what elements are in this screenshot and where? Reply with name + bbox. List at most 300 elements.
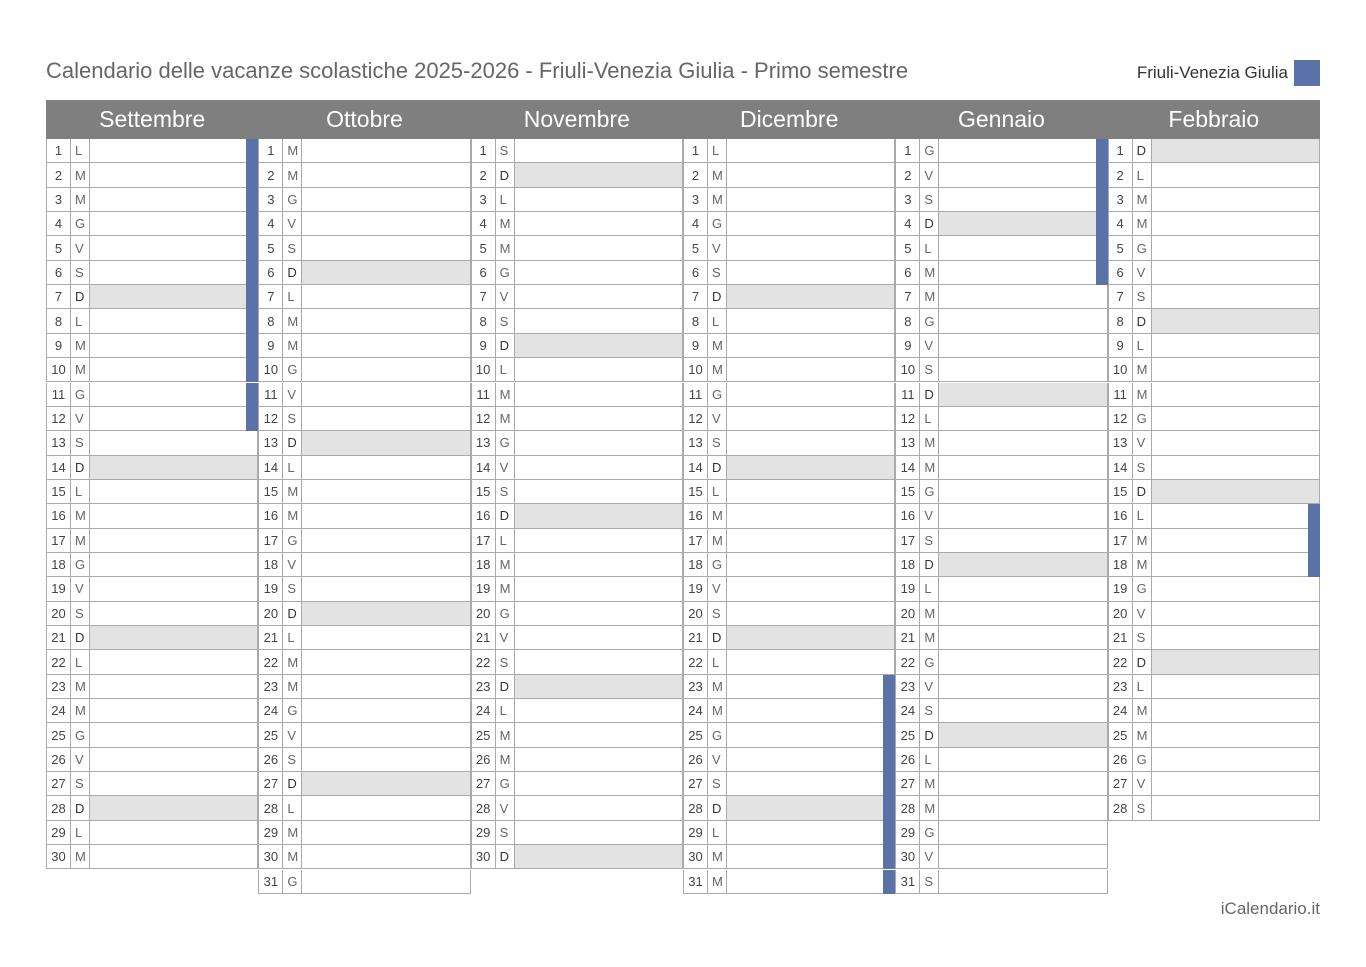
- day-cell[interactable]: [515, 163, 683, 187]
- day-cell[interactable]: [727, 577, 895, 601]
- day-cell[interactable]: [302, 675, 470, 699]
- day-cell[interactable]: [515, 236, 683, 260]
- day-number: 7: [46, 285, 71, 309]
- weekday-letter: M: [708, 334, 727, 358]
- day-cell[interactable]: [1152, 602, 1320, 626]
- day-cell[interactable]: [727, 383, 895, 407]
- day-cell[interactable]: [515, 796, 683, 820]
- weekday-letter: G: [920, 139, 939, 163]
- day-cell[interactable]: [515, 261, 683, 285]
- day-cell[interactable]: [727, 309, 895, 333]
- day-cell[interactable]: [939, 699, 1107, 723]
- day-cell[interactable]: [939, 383, 1107, 407]
- day-cell[interactable]: [302, 870, 470, 894]
- day-cell[interactable]: [1152, 358, 1320, 382]
- day-cell[interactable]: [939, 845, 1107, 869]
- weekday-letter: L: [496, 188, 515, 212]
- day-cell[interactable]: [1152, 456, 1320, 480]
- day-cell[interactable]: [939, 626, 1107, 650]
- day-number: 5: [46, 236, 71, 260]
- weekday-letter: S: [708, 772, 727, 796]
- day-cell[interactable]: [939, 163, 1107, 187]
- day-cell[interactable]: [90, 699, 258, 723]
- day-cell[interactable]: [1152, 212, 1320, 236]
- weekday-letter: G: [71, 723, 90, 747]
- weekday-letter: M: [708, 163, 727, 187]
- day-cell[interactable]: [302, 163, 470, 187]
- weekday-letter: M: [283, 675, 302, 699]
- weekday-letter: S: [1133, 285, 1152, 309]
- day-cell[interactable]: [727, 407, 895, 431]
- day-cell[interactable]: [90, 650, 258, 674]
- day-cell[interactable]: [302, 383, 470, 407]
- weekday-letter: D: [920, 723, 939, 747]
- day-cell[interactable]: [90, 163, 258, 187]
- day-cell[interactable]: [90, 139, 258, 163]
- day-number: 11: [895, 383, 920, 407]
- day-number: 3: [1108, 188, 1133, 212]
- day-number: 11: [258, 383, 283, 407]
- weekday-letter: D: [71, 796, 90, 820]
- day-number: 7: [471, 285, 496, 309]
- day-cell[interactable]: [727, 772, 895, 796]
- day-cell[interactable]: [939, 480, 1107, 504]
- vacation-marker: [883, 675, 895, 699]
- day-number: 26: [683, 748, 708, 772]
- weekday-letter: M: [283, 845, 302, 869]
- day-cell[interactable]: [515, 383, 683, 407]
- day-number: 20: [1108, 602, 1133, 626]
- legend-label: Friuli-Venezia Giulia: [1136, 63, 1288, 82]
- day-cell[interactable]: [727, 748, 895, 772]
- day-cell[interactable]: [1152, 699, 1320, 723]
- day-cell[interactable]: [1152, 723, 1320, 747]
- day-number: 25: [471, 723, 496, 747]
- day-cell[interactable]: [515, 723, 683, 747]
- day-cell[interactable]: [939, 212, 1107, 236]
- weekday-letter: M: [496, 236, 515, 260]
- day-number: 28: [1108, 796, 1133, 820]
- day-cell[interactable]: [515, 650, 683, 674]
- day-cell[interactable]: [727, 334, 895, 358]
- day-cell[interactable]: [90, 431, 258, 455]
- day-cell[interactable]: [939, 821, 1107, 845]
- day-cell[interactable]: [727, 480, 895, 504]
- weekday-letter: V: [1133, 772, 1152, 796]
- day-cell[interactable]: [302, 139, 470, 163]
- day-cell[interactable]: [939, 723, 1107, 747]
- day-cell[interactable]: [727, 870, 895, 894]
- weekday-letter: G: [920, 650, 939, 674]
- weekday-letter: M: [496, 407, 515, 431]
- weekday-letter: D: [1133, 309, 1152, 333]
- vacation-marker: [246, 407, 258, 431]
- day-cell[interactable]: [90, 334, 258, 358]
- day-cell[interactable]: [727, 456, 895, 480]
- day-cell[interactable]: [1152, 334, 1320, 358]
- weekday-letter: M: [496, 383, 515, 407]
- weekday-letter: G: [920, 480, 939, 504]
- weekday-letter: V: [1133, 602, 1152, 626]
- day-cell[interactable]: [302, 845, 470, 869]
- vacation-marker: [1096, 163, 1108, 187]
- weekday-letter: G: [71, 212, 90, 236]
- day-number: 27: [683, 772, 708, 796]
- day-cell[interactable]: [727, 212, 895, 236]
- day-cell[interactable]: [939, 748, 1107, 772]
- day-cell[interactable]: [515, 845, 683, 869]
- day-number: 29: [683, 821, 708, 845]
- day-cell[interactable]: [302, 723, 470, 747]
- day-cell[interactable]: [727, 504, 895, 528]
- day-cell[interactable]: [90, 188, 258, 212]
- day-cell[interactable]: [515, 431, 683, 455]
- weekday-letter: L: [283, 626, 302, 650]
- day-number: 5: [1108, 236, 1133, 260]
- day-cell[interactable]: [939, 431, 1107, 455]
- day-cell[interactable]: [1152, 236, 1320, 260]
- weekday-letter: M: [708, 529, 727, 553]
- day-number: 12: [471, 407, 496, 431]
- day-cell[interactable]: [515, 602, 683, 626]
- day-cell[interactable]: [939, 796, 1107, 820]
- day-number: 8: [46, 309, 71, 333]
- day-number: 15: [683, 480, 708, 504]
- day-cell[interactable]: [302, 236, 470, 260]
- day-number: 7: [895, 285, 920, 309]
- day-cell[interactable]: [939, 553, 1107, 577]
- day-cell[interactable]: [727, 188, 895, 212]
- day-cell[interactable]: [302, 188, 470, 212]
- day-cell[interactable]: [90, 212, 258, 236]
- day-number: 7: [1108, 285, 1133, 309]
- weekday-letter: S: [920, 188, 939, 212]
- day-number: 23: [1108, 675, 1133, 699]
- weekday-letter: D: [283, 772, 302, 796]
- day-number: 14: [471, 456, 496, 480]
- weekday-letter: M: [1133, 529, 1152, 553]
- day-number: 5: [683, 236, 708, 260]
- day-number: 9: [471, 334, 496, 358]
- legend: [1137, 60, 1320, 86]
- day-cell[interactable]: [90, 553, 258, 577]
- day-cell[interactable]: [515, 285, 683, 309]
- day-cell[interactable]: [1152, 772, 1320, 796]
- day-cell[interactable]: [90, 772, 258, 796]
- day-number: 22: [46, 650, 71, 674]
- weekday-letter: M: [920, 261, 939, 285]
- day-number: 30: [471, 845, 496, 869]
- day-number: 11: [471, 383, 496, 407]
- day-number: 4: [258, 212, 283, 236]
- day-cell[interactable]: [727, 236, 895, 260]
- day-cell[interactable]: [90, 407, 258, 431]
- day-cell[interactable]: [302, 407, 470, 431]
- weekday-letter: G: [283, 870, 302, 894]
- day-cell[interactable]: [1152, 431, 1320, 455]
- weekday-letter: V: [708, 407, 727, 431]
- day-cell[interactable]: [515, 699, 683, 723]
- day-cell[interactable]: [90, 261, 258, 285]
- day-cell[interactable]: [939, 675, 1107, 699]
- day-cell[interactable]: [939, 602, 1107, 626]
- day-cell[interactable]: [302, 504, 470, 528]
- day-cell[interactable]: [1152, 626, 1320, 650]
- day-number: 25: [1108, 723, 1133, 747]
- day-cell[interactable]: [1152, 261, 1320, 285]
- day-number: 12: [895, 407, 920, 431]
- day-number: 27: [1108, 772, 1133, 796]
- day-cell[interactable]: [727, 699, 895, 723]
- month-header-novembre: Novembre: [471, 100, 683, 139]
- day-cell[interactable]: [1152, 504, 1320, 528]
- weekday-letter: M: [71, 675, 90, 699]
- day-cell[interactable]: [90, 723, 258, 747]
- day-cell[interactable]: [727, 163, 895, 187]
- day-cell[interactable]: [727, 675, 895, 699]
- day-cell[interactable]: [939, 456, 1107, 480]
- day-cell[interactable]: [90, 456, 258, 480]
- day-cell[interactable]: [515, 480, 683, 504]
- day-cell[interactable]: [90, 796, 258, 820]
- day-cell[interactable]: [1152, 796, 1320, 820]
- weekday-letter: L: [283, 456, 302, 480]
- day-cell[interactable]: [515, 553, 683, 577]
- day-cell[interactable]: [939, 650, 1107, 674]
- weekday-letter: V: [708, 577, 727, 601]
- day-cell[interactable]: [90, 358, 258, 382]
- day-number: 5: [471, 236, 496, 260]
- day-cell[interactable]: [515, 139, 683, 163]
- day-cell[interactable]: [727, 529, 895, 553]
- day-cell[interactable]: [727, 650, 895, 674]
- day-number: 2: [683, 163, 708, 187]
- day-cell[interactable]: [302, 261, 470, 285]
- day-cell[interactable]: [302, 821, 470, 845]
- day-cell[interactable]: [302, 431, 470, 455]
- vacation-marker: [246, 358, 258, 382]
- weekday-letter: D: [283, 602, 302, 626]
- day-cell[interactable]: [939, 139, 1107, 163]
- day-cell[interactable]: [939, 407, 1107, 431]
- day-cell[interactable]: [90, 285, 258, 309]
- day-cell[interactable]: [515, 772, 683, 796]
- day-number: 26: [258, 748, 283, 772]
- weekday-letter: S: [708, 431, 727, 455]
- day-number: 11: [46, 383, 71, 407]
- day-cell[interactable]: [515, 748, 683, 772]
- weekday-letter: G: [1133, 748, 1152, 772]
- day-cell[interactable]: [1152, 650, 1320, 674]
- weekday-letter: L: [71, 821, 90, 845]
- weekday-letter: V: [496, 285, 515, 309]
- day-cell[interactable]: [302, 748, 470, 772]
- day-number: 27: [471, 772, 496, 796]
- day-number: 17: [1108, 529, 1133, 553]
- day-cell[interactable]: [515, 626, 683, 650]
- day-cell[interactable]: [1152, 163, 1320, 187]
- day-cell[interactable]: [90, 821, 258, 845]
- day-cell[interactable]: [1152, 383, 1320, 407]
- day-number: 30: [895, 845, 920, 869]
- day-cell[interactable]: [727, 723, 895, 747]
- page-title: Calendario delle vacanze scolastiche 2025-2026 - Friuli-Venezia Giulia - Primo semestre: [46, 58, 909, 83]
- day-cell[interactable]: [939, 309, 1107, 333]
- day-cell[interactable]: [90, 626, 258, 650]
- day-number: 21: [683, 626, 708, 650]
- day-cell[interactable]: [302, 212, 470, 236]
- weekday-letter: G: [283, 529, 302, 553]
- day-cell[interactable]: [727, 285, 895, 309]
- weekday-letter: D: [1133, 480, 1152, 504]
- day-number: 28: [46, 796, 71, 820]
- day-cell[interactable]: [515, 188, 683, 212]
- day-cell[interactable]: [1152, 188, 1320, 212]
- day-cell[interactable]: [302, 796, 470, 820]
- day-cell[interactable]: [727, 845, 895, 869]
- day-cell[interactable]: [939, 261, 1107, 285]
- day-cell[interactable]: [302, 309, 470, 333]
- day-cell[interactable]: [939, 334, 1107, 358]
- day-cell[interactable]: [515, 407, 683, 431]
- weekday-letter: L: [708, 821, 727, 845]
- weekday-letter: L: [1133, 163, 1152, 187]
- day-number: 23: [683, 675, 708, 699]
- day-cell[interactable]: [939, 358, 1107, 382]
- day-cell[interactable]: [727, 602, 895, 626]
- day-number: 20: [258, 602, 283, 626]
- day-cell[interactable]: [1152, 553, 1320, 577]
- weekday-letter: S: [496, 480, 515, 504]
- day-number: 6: [471, 261, 496, 285]
- weekday-letter: G: [708, 553, 727, 577]
- day-cell[interactable]: [90, 236, 258, 260]
- weekday-letter: G: [708, 723, 727, 747]
- day-cell[interactable]: [302, 334, 470, 358]
- day-cell[interactable]: [515, 577, 683, 601]
- month-header-settembre: Settembre: [46, 100, 258, 139]
- day-cell[interactable]: [1152, 675, 1320, 699]
- day-cell[interactable]: [302, 480, 470, 504]
- day-cell[interactable]: [90, 529, 258, 553]
- day-cell[interactable]: [727, 431, 895, 455]
- day-cell[interactable]: [90, 577, 258, 601]
- day-number: 19: [683, 577, 708, 601]
- day-cell[interactable]: [939, 236, 1107, 260]
- day-cell[interactable]: [1152, 529, 1320, 553]
- day-cell[interactable]: [727, 553, 895, 577]
- day-cell[interactable]: [515, 821, 683, 845]
- day-cell[interactable]: [302, 553, 470, 577]
- day-cell[interactable]: [727, 626, 895, 650]
- weekday-letter: S: [920, 358, 939, 382]
- day-cell[interactable]: [302, 626, 470, 650]
- day-cell[interactable]: [1152, 407, 1320, 431]
- vacation-marker: [883, 796, 895, 820]
- day-cell[interactable]: [90, 845, 258, 869]
- weekday-letter: G: [283, 188, 302, 212]
- day-cell[interactable]: [1152, 480, 1320, 504]
- vacation-marker: [246, 163, 258, 187]
- day-cell[interactable]: [90, 602, 258, 626]
- day-cell[interactable]: [939, 504, 1107, 528]
- weekday-letter: V: [920, 334, 939, 358]
- day-cell[interactable]: [1152, 748, 1320, 772]
- day-cell[interactable]: [302, 650, 470, 674]
- day-cell[interactable]: [515, 504, 683, 528]
- day-number: 29: [46, 821, 71, 845]
- day-cell[interactable]: [515, 334, 683, 358]
- day-cell[interactable]: [515, 675, 683, 699]
- weekday-letter: M: [920, 602, 939, 626]
- day-cell[interactable]: [515, 529, 683, 553]
- day-cell[interactable]: [90, 675, 258, 699]
- day-number: 26: [471, 748, 496, 772]
- day-cell[interactable]: [1152, 309, 1320, 333]
- day-cell[interactable]: [302, 772, 470, 796]
- weekday-letter: M: [283, 504, 302, 528]
- weekday-letter: M: [708, 188, 727, 212]
- day-cell[interactable]: [1152, 285, 1320, 309]
- day-cell[interactable]: [302, 577, 470, 601]
- weekday-letter: L: [283, 285, 302, 309]
- day-cell[interactable]: [939, 577, 1107, 601]
- day-number: 25: [895, 723, 920, 747]
- day-number: 15: [46, 480, 71, 504]
- day-cell[interactable]: [727, 796, 895, 820]
- day-number: 18: [1108, 553, 1133, 577]
- day-cell[interactable]: [1152, 577, 1320, 601]
- day-number: 31: [683, 870, 708, 894]
- vacation-marker: [883, 723, 895, 747]
- day-cell[interactable]: [90, 748, 258, 772]
- weekday-letter: G: [1133, 236, 1152, 260]
- day-cell[interactable]: [90, 480, 258, 504]
- day-cell[interactable]: [939, 772, 1107, 796]
- day-cell[interactable]: [515, 456, 683, 480]
- day-cell[interactable]: [302, 285, 470, 309]
- day-cell[interactable]: [515, 358, 683, 382]
- day-cell[interactable]: [90, 309, 258, 333]
- day-cell[interactable]: [939, 870, 1107, 894]
- day-cell[interactable]: [302, 456, 470, 480]
- day-cell[interactable]: [302, 529, 470, 553]
- day-cell[interactable]: [302, 358, 470, 382]
- day-cell[interactable]: [939, 529, 1107, 553]
- weekday-letter: M: [708, 845, 727, 869]
- day-cell[interactable]: [1152, 139, 1320, 163]
- day-cell[interactable]: [302, 602, 470, 626]
- weekday-letter: M: [283, 480, 302, 504]
- day-cell[interactable]: [515, 309, 683, 333]
- day-cell[interactable]: [727, 358, 895, 382]
- weekday-letter: L: [920, 407, 939, 431]
- day-cell[interactable]: [939, 285, 1107, 309]
- day-cell[interactable]: [727, 261, 895, 285]
- vacation-marker: [883, 845, 895, 869]
- day-cell[interactable]: [727, 821, 895, 845]
- day-cell[interactable]: [727, 139, 895, 163]
- day-number: 15: [471, 480, 496, 504]
- day-cell[interactable]: [515, 212, 683, 236]
- day-number: 1: [258, 139, 283, 163]
- day-cell[interactable]: [302, 699, 470, 723]
- day-cell[interactable]: [90, 383, 258, 407]
- vacation-marker: [246, 334, 258, 358]
- day-number: 16: [1108, 504, 1133, 528]
- day-cell[interactable]: [939, 188, 1107, 212]
- day-cell[interactable]: [90, 504, 258, 528]
